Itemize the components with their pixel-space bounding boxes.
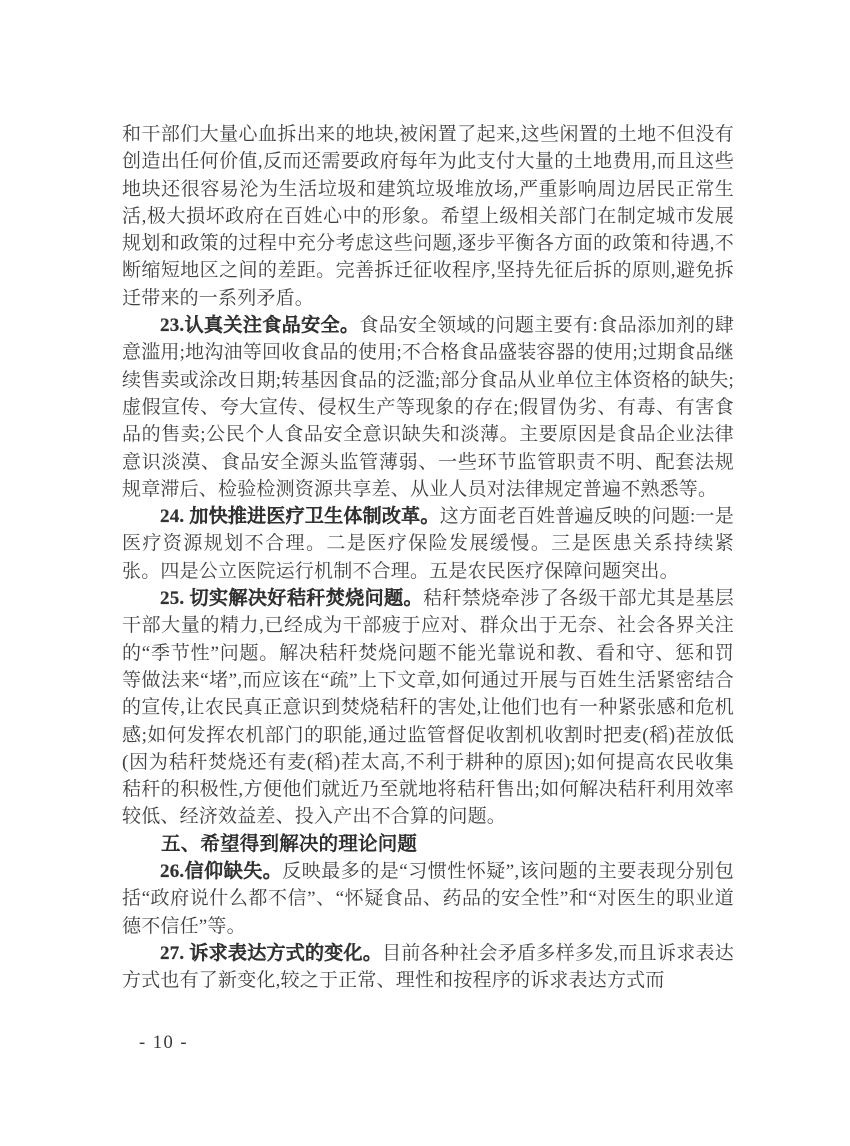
paragraph-25-lead	[160, 588, 423, 609]
paragraph-26-lead	[160, 861, 282, 882]
paragraph-24-body: 这方面老百姓普遍反映的问题:一是医疗资源规划不合理。二是医疗保险发展缓慢。三是医患关系持续紧张。四是公立医院运行机制不合理。五是农民医疗保障问题突出。	[122, 506, 734, 582]
paragraph-23	[122, 312, 734, 503]
page-number-label: - 10 -	[139, 1033, 189, 1053]
paragraph-26	[122, 858, 734, 940]
paragraph-23-title: 认真关注食品安全。	[184, 315, 360, 337]
paragraph-27-lead	[160, 943, 382, 964]
paragraph-26-title: 信仰缺失。	[184, 861, 283, 883]
paragraph-27-body: 目前各种社会矛盾多样多发,而且诉求表达方式也有了新变化,较之于正常、理性和按程序的诉求表达方式而	[122, 942, 734, 992]
paragraph-continuation: 和干部们大量心血拆出来的地块,被闲置了起来,这些闲置的土地不但没有创造出任何价值,反而还需要政府每年为此支付大量的土地费用,而且这些地块还很容易沦为生活垃圾和建筑垃圾堆放场,严重影响周边居民正常生活,极大损坏政府在百姓心中的形象。希望上级相关部门在制定城市发展规划和政策的过程中充分考虑这些问题,逐步平衡各方面的政策和待遇,不断缩短地区之间的差距。完善拆迁征收程序,坚持先征后拆的原则,避免拆迁带来的一系列矛盾。	[122, 124, 734, 309]
page-text	[122, 121, 734, 995]
paragraph-27-title: 诉求表达方式的变化。	[189, 942, 383, 964]
paragraph-26-body: 反映最多的是“习惯性怀疑”,该问题的主要表现分别包括“政府说什么都不信”、“怀疑食品、药品的安全性”和“对医生的职业道德不信任”等。	[122, 861, 734, 937]
paragraph-24-number: 24.	[160, 506, 190, 528]
paragraph-23-number: 23.	[160, 315, 185, 337]
section-heading: 五、希望得到解决的理论问题	[161, 832, 418, 855]
paragraph-23-lead	[160, 315, 359, 336]
paragraph-25-body: 秸秆禁烧牵涉了各级干部尤其是基层干部大量的精力,已经成为干部疲于应对、群众出于无奈、社会各界关注的“季节性”问题。解决秸秆焚烧问题不能光靠说和教、看和守、惩和罚等做法来“堵”,而应该在“疏”上下文章,如何通过开展与百姓生活紧密结合的宣传,让农民真正意识到焚烧秸秆的害处,让他们也有一种紧张感和危机感;如何发挥农机部门的职能,通过监管督促收割机收割时把麦(稻)茬放低(因为秸秆焚烧还有麦(稻)茬太高,不利于耕种的原因);如何提高农民收集秸秆的积极性,方便他们就近乃至就地将秸秆售出;如何解决秸秆利用效率较低、经济效益差、投入产出不合算的问题。	[122, 588, 734, 828]
paragraph-27	[122, 940, 734, 995]
paragraph-24-lead	[160, 506, 440, 527]
paragraph-24-title: 加快推进医疗卫生体制改革。	[189, 506, 440, 528]
paragraph-25	[122, 585, 734, 831]
paragraph-24	[122, 503, 734, 585]
paragraph-25-number: 25.	[160, 588, 190, 610]
paragraph-27-number: 27.	[160, 942, 190, 964]
paragraph-23-body: 食品安全领域的问题主要有:食品添加剂的肆意滥用;地沟油等回收食品的使用;不合格食品盛装容器的使用;过期食品继续售卖或涂改日期;转基因食品的泛滥;部分食品从业单位主体资格的缺失;虚假宣传、夸大宣传、侵权生产等现象的存在;假冒伪劣、有毒、有害食品的售卖;公民个人食品安全意识缺失和淡薄。主要原因是食品企业法律意识淡漠、食品安全源头监管薄弱、一些环节监管职责不明、配套法规规章滞后、检验检测资源共享差、从业人员对法律规定普遍不熟悉等。	[122, 315, 734, 500]
paragraph-26-number: 26.	[160, 861, 185, 883]
paragraph-25-title: 切实解决好秸秆焚烧问题。	[189, 588, 423, 610]
